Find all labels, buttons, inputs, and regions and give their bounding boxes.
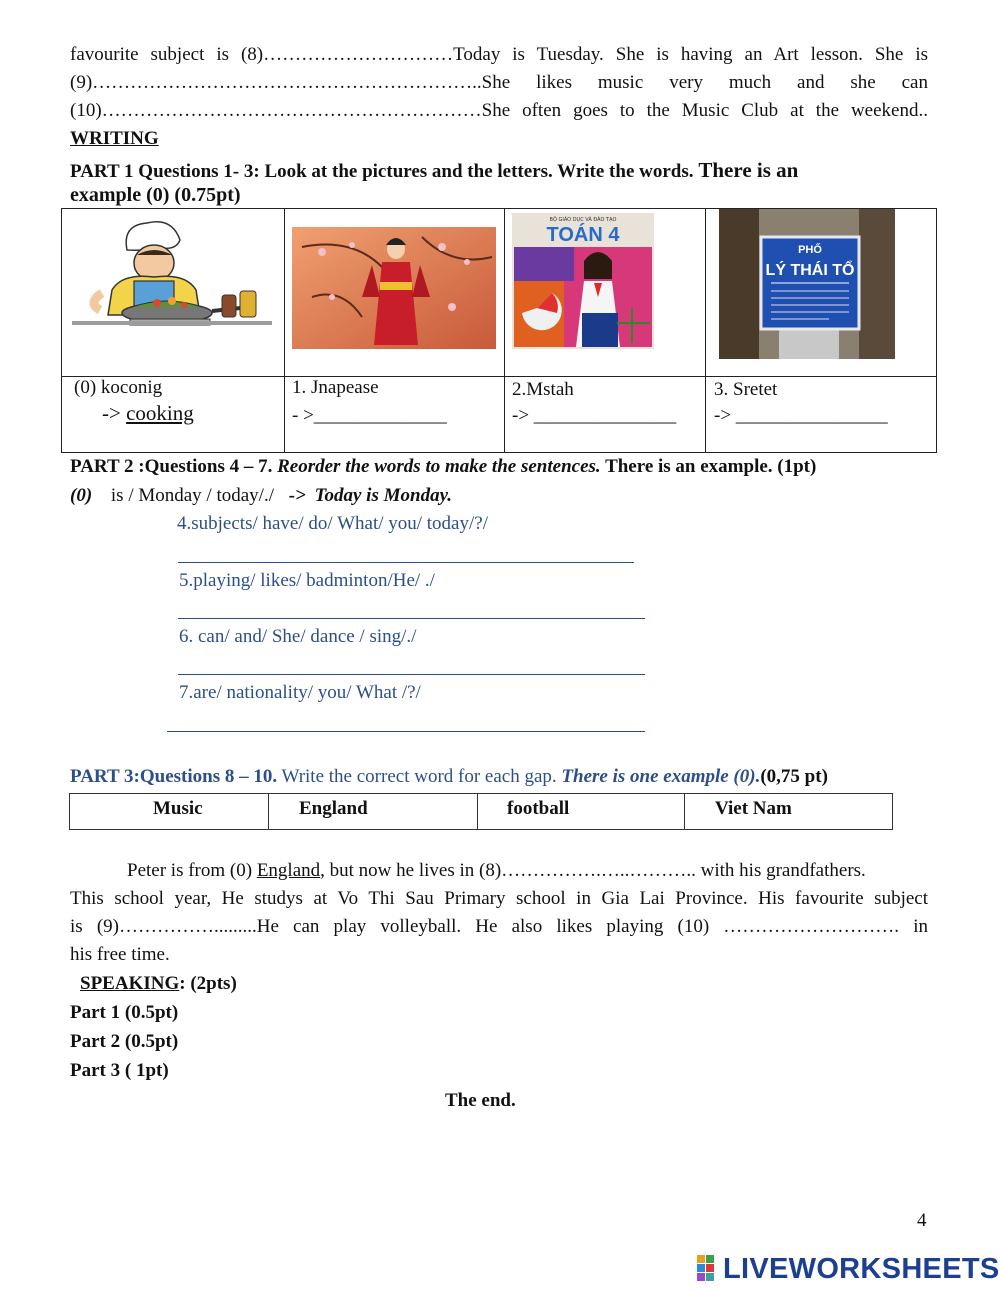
cell-2-answer-blank[interactable]: _______________	[533, 405, 677, 426]
word-option: Viet Nam	[715, 798, 792, 819]
kimono-girl-picture	[292, 227, 496, 349]
cell-3-answer-blank[interactable]: ________________	[735, 405, 888, 426]
cell-3-label: 3. Sretet	[714, 379, 778, 400]
table-row-divider	[62, 376, 936, 377]
para1-b: , but now he lives in (8)…………….…..……….. with his grandfathers.	[320, 860, 866, 881]
math-book-picture	[512, 213, 654, 349]
cell-1-answer-blank[interactable]: ______________	[313, 405, 447, 426]
part1-table	[61, 208, 937, 453]
cell-0-arrow: ->	[102, 401, 121, 425]
word-option: Music	[153, 798, 203, 819]
cell-2-arrow: ->	[512, 405, 530, 426]
word-box-divider	[477, 794, 478, 829]
cell-1-arrow: - >	[292, 405, 314, 426]
chef-cooking-picture	[72, 215, 272, 327]
table-divider	[284, 209, 285, 452]
cell-2-answer-row[interactable]	[512, 405, 676, 427]
word-box-divider	[684, 794, 685, 829]
reorder-item-6: 6. can/ and/ She/ dance / sing/./	[179, 626, 417, 647]
street-sign-picture	[719, 209, 895, 359]
example-arrow: ->	[288, 485, 306, 506]
book-title: TOÁN 4	[546, 224, 620, 246]
part1-title-a: PART 1 Questions 1- 3: Look at the pictures and the letters. Write the words.	[70, 161, 694, 182]
reorder-item-4: 4.subjects/ have/ do/ What/ you/ today/?/	[177, 513, 488, 534]
cell-1-answer-row[interactable]	[292, 405, 447, 427]
speaking-part-1: Part 1 (0.5pt)	[70, 1002, 179, 1023]
example-answer: Today is Monday.	[314, 485, 453, 506]
sign-main-text: LÝ THÁI TỔ	[765, 262, 855, 279]
cell-2-label: 2.Mstah	[512, 379, 574, 400]
part3-title-b: Write the correct word for each gap.	[277, 766, 557, 787]
reading-line-3: (10)……………………………………………………She often goes to the Music Club at the weekend..	[70, 100, 928, 121]
cell-0-answer: cooking	[126, 401, 194, 425]
part3-title-c: There is one example (0).	[556, 766, 761, 787]
table-divider	[504, 209, 505, 452]
part2-title-b: Reorder the words to make the sentences.	[272, 456, 601, 477]
speaking-heading	[80, 973, 237, 995]
reorder-item-5: 5.playing/ likes/ badminton/He/ ./	[179, 570, 435, 591]
part3-title	[70, 766, 828, 788]
answer-line-5[interactable]	[178, 618, 645, 619]
word-box	[69, 793, 893, 830]
part2-title	[70, 456, 816, 478]
example-words: is / Monday / today/./	[110, 485, 274, 506]
part3-paragraph-line-2: This school year, He studys at Vo Thi Sau Primary school in Gia Lai Province. His favourite subject	[70, 888, 928, 909]
reorder-item-7: 7.are/ nationality/ you/ What /?/	[179, 682, 421, 703]
cell-0-label: (0) koconig	[74, 377, 163, 398]
cell-3-arrow: ->	[714, 405, 732, 426]
reading-line-2: (9)……………………………………………………..She likes music very much and she can	[70, 72, 928, 93]
answer-line-4[interactable]	[178, 562, 634, 563]
speaking-part-2: Part 2 (0.5pt)	[70, 1031, 179, 1052]
cell-1-label: 1. Jnapease	[292, 377, 379, 398]
cell-3-answer-row[interactable]	[714, 405, 888, 427]
part3-paragraph-line-4: his free time.	[70, 944, 170, 965]
para1-a: Peter is from (0)	[127, 860, 257, 881]
speaking-part-3: Part 3 ( 1pt)	[70, 1060, 169, 1081]
part1-title-b: There is an	[693, 158, 799, 182]
part3-paragraph-line-1	[127, 860, 866, 882]
part1-title-line2: example (0) (0.75pt)	[70, 184, 241, 206]
the-end: The end.	[445, 1090, 516, 1111]
speaking-points: : (2pts)	[179, 973, 237, 994]
page-number: 4	[917, 1210, 927, 1231]
word-option: football	[507, 798, 570, 819]
answer-line-7[interactable]	[167, 731, 645, 732]
word-box-divider	[268, 794, 269, 829]
part2-title-c: There is an example. (1pt)	[600, 456, 817, 477]
reading-line-1: favourite subject is (8)…………………………Today is Tuesday. She is having an Art lesson. She is	[70, 44, 928, 65]
liveworksheets-logo[interactable]	[697, 1254, 1000, 1284]
book-header: BỘ GIÁO DỤC VÀ ĐÀO TẠO	[549, 217, 617, 223]
example-number: (0)	[70, 485, 93, 506]
part1-title	[70, 158, 798, 183]
part2-example	[70, 485, 452, 507]
part3-title-d: (0,75 pt)	[760, 766, 828, 787]
liveworksheets-logo-icon	[697, 1255, 723, 1283]
part3-paragraph-line-3: is (9)…………….........He can play volleyball. He also likes playing (10) ………………………. in	[70, 916, 928, 937]
part3-title-a: PART 3:Questions 8 – 10.	[70, 766, 278, 787]
part2-title-a: PART 2 :Questions 4 – 7.	[70, 456, 273, 477]
word-option: England	[299, 798, 368, 819]
answer-line-6[interactable]	[178, 674, 645, 675]
cell-0-answer-row	[102, 401, 194, 426]
table-divider	[705, 209, 706, 452]
liveworksheets-brand: LIVEWORKSHEETS	[723, 1252, 1000, 1285]
para1-example: England	[256, 860, 321, 881]
sign-top-text: PHỐ	[798, 244, 822, 256]
writing-heading: WRITING	[70, 128, 159, 149]
speaking-label: SPEAKING	[80, 973, 180, 994]
